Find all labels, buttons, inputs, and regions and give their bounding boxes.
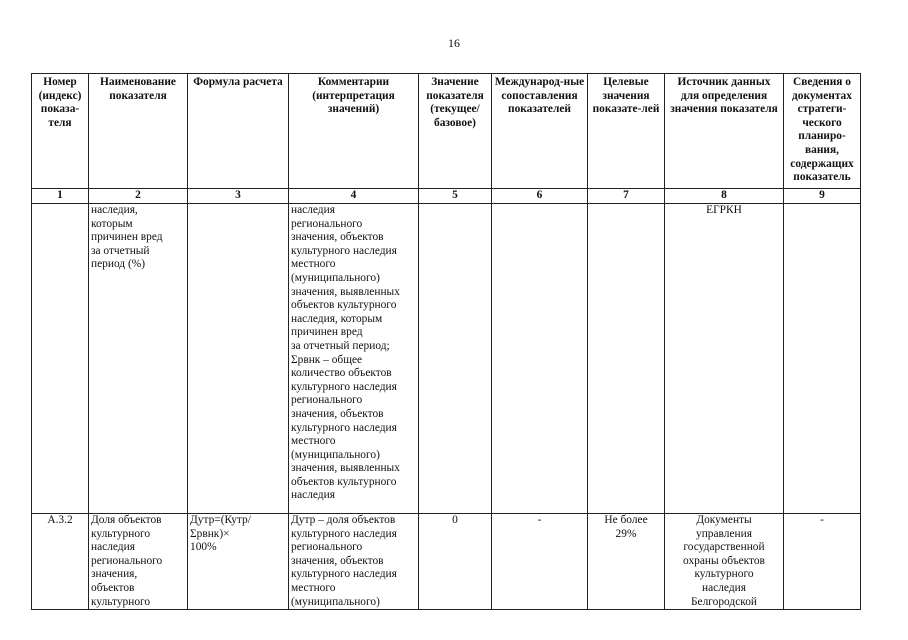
cell-index: А.3.2 — [32, 514, 89, 610]
cell-comment: Дутр – доля объектов культурного наследия регионального значения, объектов культурного наследия местного (муниципального) — [289, 514, 419, 610]
column-number: 7 — [588, 189, 665, 204]
cell-value — [419, 204, 492, 514]
cell-index — [32, 204, 89, 514]
cell-formula — [188, 204, 289, 514]
indicators-table — [31, 73, 861, 610]
cell-strategic-docs — [784, 204, 861, 514]
column-number: 1 — [32, 189, 89, 204]
cell-international — [492, 204, 588, 514]
header-source: Источник данных для определения значения показателя — [665, 74, 784, 189]
column-number: 9 — [784, 189, 861, 204]
header-row — [32, 74, 861, 189]
column-number: 8 — [665, 189, 784, 204]
cell-source: Документы управления государственной охраны объектов культурного наследия Белгородской — [665, 514, 784, 610]
header-target: Целевые значения показате-лей — [588, 74, 665, 189]
cell-name: Доля объектов культурного наследия регионального значения, объектов культурного — [89, 514, 188, 610]
header-index: Номер (индекс) показа-теля — [32, 74, 89, 189]
column-number: 5 — [419, 189, 492, 204]
header-name: Наименование показателя — [89, 74, 188, 189]
column-number: 2 — [89, 189, 188, 204]
cell-formula: Дутр=(Кутр/Σрвнк)× 100% — [188, 514, 289, 610]
column-number: 3 — [188, 189, 289, 204]
table-row-continuation — [32, 204, 861, 514]
cell-international: - — [492, 514, 588, 610]
column-number: 6 — [492, 189, 588, 204]
cell-name: наследия, которым причинен вред за отчетный период (%) — [89, 204, 188, 514]
cell-value: 0 — [419, 514, 492, 610]
cell-target — [588, 204, 665, 514]
column-number: 4 — [289, 189, 419, 204]
header-value: Значение показателя (текущее/ базовое) — [419, 74, 492, 189]
cell-source: ЕГРКН — [665, 204, 784, 514]
header-international: Международ-ные сопоставления показателей — [492, 74, 588, 189]
header-strategic-docs: Сведения о документах стратеги-ческого планиро-вания, содержащих показатель — [784, 74, 861, 189]
table-row-a32 — [32, 514, 861, 610]
page-bottom-edge — [0, 621, 908, 640]
header-formula: Формула расчета — [188, 74, 289, 189]
page-number: 16 — [448, 36, 460, 50]
header-comment: Комментарии (интерпретация значений) — [289, 74, 419, 189]
cell-comment: наследия регионального значения, объектов культурного наследия местного (муниципального) значения, выявленных объектов культурного наследия, которым причинен вред за отчетный период; Σрвнк – общее количество объектов культурного наследия регионального значения, объектов культурного наследия местного (муниципального) значения, выявленных объектов культурного наследия — [289, 204, 419, 514]
cell-target: Не более 29% — [588, 514, 665, 610]
column-number-row — [32, 189, 861, 204]
cell-strategic-docs: - — [784, 514, 861, 610]
